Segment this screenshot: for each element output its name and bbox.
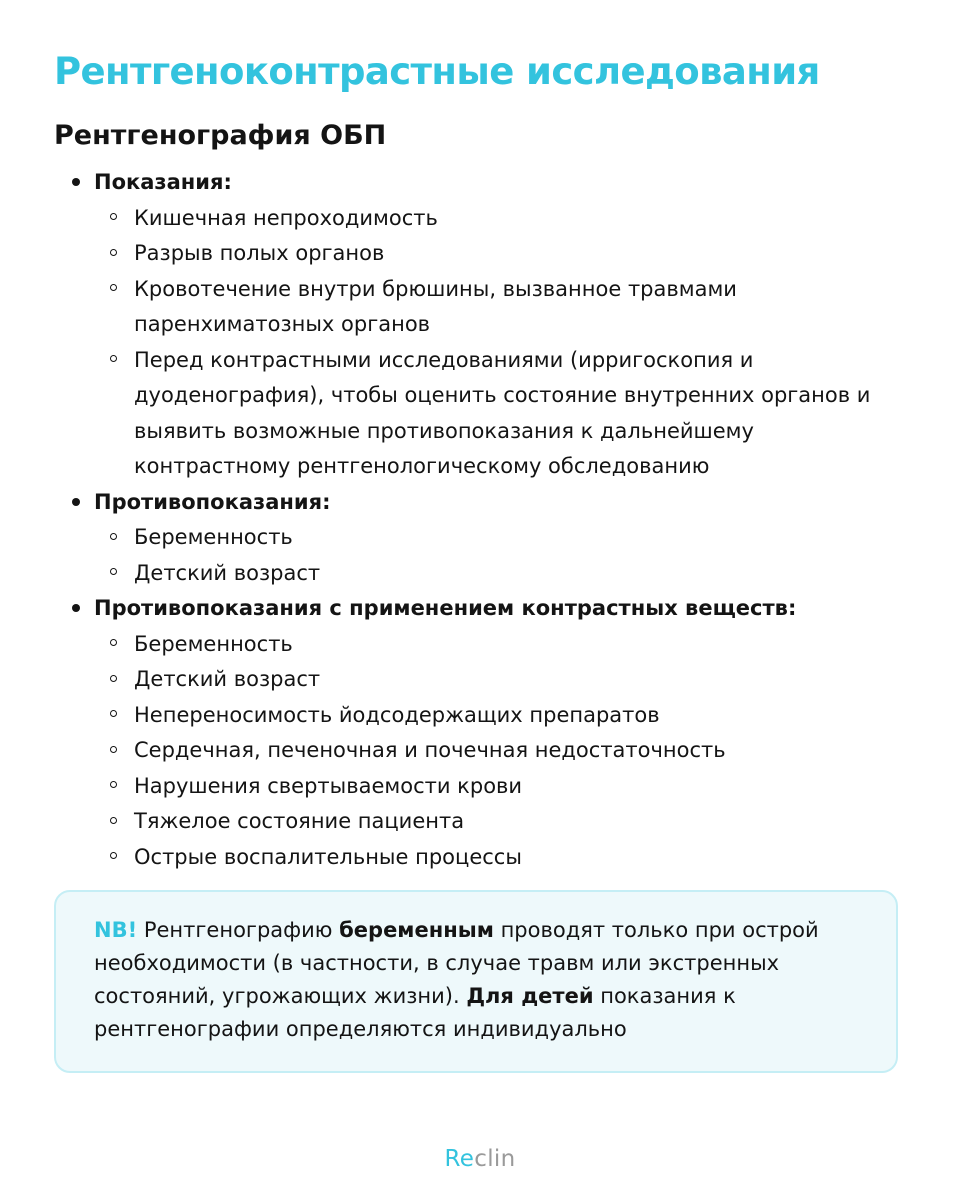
list-item-text: Разрыв полых органов — [134, 241, 385, 265]
sub-list — [94, 627, 960, 876]
list-item — [94, 698, 894, 734]
section-heading: Показания: — [94, 170, 232, 194]
sub-list — [94, 520, 960, 591]
section-indications — [0, 165, 960, 485]
list-item-text: Кишечная непроходимость — [134, 205, 438, 230]
list-item-text: Сердечная, печеночная и почечная недостаточность — [134, 738, 726, 762]
list-item — [94, 733, 894, 769]
list-item — [94, 520, 894, 556]
note-text-part: проводят только при острой необходимости (в частности, в случае травм или экстренных состояний, угрожающих жизни). — [94, 918, 819, 1008]
list-item — [94, 201, 894, 237]
bullet-circle-icon — [110, 533, 117, 540]
list-item — [94, 804, 894, 840]
bullet-circle-icon — [110, 781, 117, 788]
bullet-dot-icon — [72, 498, 80, 506]
list-item-text: Беременность — [134, 525, 293, 549]
nb-label: NB! — [94, 918, 138, 942]
page-title: Рентгеноконтрастные исследования — [54, 50, 820, 93]
content-list — [0, 165, 960, 875]
list-item — [94, 556, 894, 592]
list-item-text: Детский возраст — [134, 667, 321, 691]
bullet-circle-icon — [110, 817, 117, 824]
bullet-circle-icon — [110, 355, 117, 362]
list-item — [94, 627, 894, 663]
list-item — [94, 662, 894, 698]
list-item-text: Детский возраст — [134, 560, 321, 585]
section-contrast-contraindications — [0, 591, 960, 875]
list-item — [94, 236, 894, 272]
list-item-text: Острые воспалительные процессы — [134, 844, 522, 869]
nb-note-box — [54, 890, 898, 1073]
list-item — [94, 343, 894, 485]
note-text-part: Рентгенографию — [137, 918, 340, 942]
section-subtitle: Рентгенография ОБП — [54, 120, 387, 151]
bullet-circle-icon — [110, 710, 117, 717]
list-item-text: Кровотечение внутри брюшины, вызванное травмами паренхиматозных органов — [134, 276, 737, 336]
bullet-circle-icon — [110, 284, 117, 291]
note-text-part: показания к рентгенографии определяются индивидуально — [94, 984, 736, 1041]
list-item-text: Беременность — [134, 631, 293, 656]
bullet-dot-icon — [72, 604, 80, 612]
bullet-dot-icon — [72, 178, 80, 186]
list-item — [94, 272, 894, 343]
brand-logo — [0, 1146, 960, 1172]
bullet-circle-icon — [110, 568, 117, 575]
section-heading: Противопоказания: — [94, 489, 331, 514]
list-item-text: Тяжелое состояние пациента — [134, 809, 465, 833]
list-item-text: Перед контрастными исследованиями (ирригоскопия и дуоденография), чтобы оценить состояние внутренних органов и выявить возможные противопоказания к дальнейшему контрастному рентгенологическому обследованию — [134, 347, 871, 478]
list-item — [94, 769, 894, 805]
note-text — [94, 914, 858, 1046]
list-item-text: Непереносимость йодсодержащих препаратов — [134, 702, 660, 727]
list-item-text: Нарушения свертываемости крови — [134, 773, 523, 798]
bullet-circle-icon — [110, 852, 117, 859]
note-bold-children: Для детей — [466, 984, 594, 1008]
section-heading: Противопоказания с применением контрастных веществ: — [94, 596, 797, 620]
note-bold-pregnant: беременным — [339, 918, 494, 942]
bullet-circle-icon — [110, 639, 117, 646]
brand-logo-accent: Re — [444, 1146, 475, 1172]
bullet-circle-icon — [110, 249, 117, 256]
section-contraindications — [0, 485, 960, 592]
bullet-circle-icon — [110, 675, 117, 682]
brand-logo-rest: clin — [474, 1146, 516, 1172]
bullet-circle-icon — [110, 746, 117, 753]
list-item — [94, 840, 894, 876]
sections-list — [0, 165, 960, 875]
sub-list — [94, 201, 960, 485]
bullet-circle-icon — [110, 213, 117, 220]
